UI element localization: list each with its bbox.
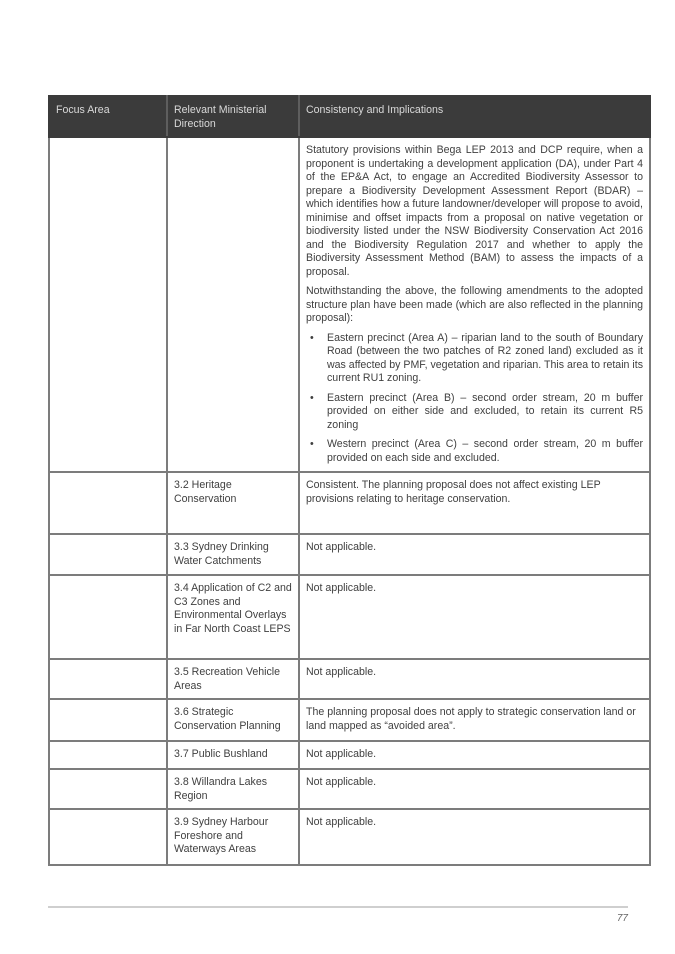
amendments-intro-paragraph: Notwithstanding the above, the following amendments to the adopted structure plan have been made (which are also reflected in the planning proposal): <box>306 285 643 324</box>
table-row <box>49 769 650 809</box>
focus-area-cell <box>49 741 167 769</box>
consistency-cell: The planning proposal does not apply to strategic conservation land or land mapped as “avoided area”. <box>299 699 650 741</box>
direction-cell: 3.5 Recreation Vehicle Areas <box>167 659 299 699</box>
table-row <box>49 534 650 575</box>
table-row <box>49 809 650 865</box>
focus-area-cell <box>49 472 167 534</box>
focus-area-cell <box>49 809 167 865</box>
consistency-cell: Not applicable. <box>299 575 650 659</box>
consistency-cell <box>299 137 650 472</box>
list-item <box>306 438 643 465</box>
list-item <box>306 332 643 386</box>
focus-area-cell <box>49 137 167 472</box>
list-item-text: Western precinct (Area C) – second order stream, 20 m buffer provided on each side and excluded. <box>327 438 643 464</box>
list-item <box>306 392 643 433</box>
focus-area-cell <box>49 659 167 699</box>
list-item-text: Eastern precinct (Area A) – riparian land to the south of Boundary Road (between the two patches of R2 zoned land) excluded as it was affected by PMF, vegetation and riparian. This area to retain its current RU1 zoning. <box>327 331 643 384</box>
bullet-icon: • <box>310 331 314 344</box>
direction-cell: 3.2 Heritage Conservation <box>167 472 299 534</box>
direction-cell: 3.3 Sydney Drinking Water Catchments <box>167 534 299 575</box>
table-row <box>49 741 650 769</box>
table-row <box>49 699 650 741</box>
page-number: 77 <box>616 913 628 924</box>
focus-area-cell <box>49 534 167 575</box>
consistency-cell: Consistent. The planning proposal does not affect existing LEP provisions relating to heritage conservation. <box>299 472 650 534</box>
focus-area-cell <box>49 699 167 741</box>
list-item-text: Eastern precinct (Area B) – second order stream, 20 m buffer provided on either side and excluded, to retain its current R5 zoning <box>327 391 643 431</box>
consistency-cell: Not applicable. <box>299 769 650 809</box>
focus-area-cell <box>49 575 167 659</box>
header-ministerial-direction: Relevant Ministerial Direction <box>167 96 299 137</box>
consistency-cell: Not applicable. <box>299 741 650 769</box>
table-header-row <box>49 96 650 137</box>
bullet-icon: • <box>310 391 314 404</box>
bullet-icon: • <box>310 438 314 450</box>
direction-cell: 3.7 Public Bushland <box>167 741 299 769</box>
header-consistency: Consistency and Implications <box>299 96 650 137</box>
consistency-cell: Not applicable. <box>299 809 650 865</box>
focus-area-cell <box>49 769 167 809</box>
table-row <box>49 137 650 472</box>
table-row <box>49 575 650 659</box>
amendments-list <box>306 332 643 466</box>
direction-cell <box>167 137 299 472</box>
biodiversity-paragraph: Statutory provisions within Bega LEP 2013 and DCP require, when a proponent is undertaking a development application (DA), under Part 4 of the EP&A Act, to engage an Accredited Biodiversity Assessor to prepare a Biodiversity Development Assessment Report (BDAR) – which identifies how a future landowner/developer will propose to avoid, minimise and offset impacts from a proposal on native vegetation or biodiversity listed under the NSW Biodiversity Conservation Act 2016 and the Biodiversity Regulation 2017 and whether to apply the Biodiversity Assessment Method (BAM) to assess the impacts of a proposal. <box>306 144 643 278</box>
table-row <box>49 659 650 699</box>
consistency-cell: Not applicable. <box>299 659 650 699</box>
direction-cell: 3.8 Willandra Lakes Region <box>167 769 299 809</box>
footer-divider <box>48 906 628 908</box>
direction-cell: 3.4 Application of C2 and C3 Zones and Environmental Overlays in Far North Coast LEPS <box>167 575 299 659</box>
header-focus-area: Focus Area <box>49 96 167 137</box>
direction-cell: 3.6 Strategic Conservation Planning <box>167 699 299 741</box>
table-row <box>49 472 650 534</box>
consistency-table <box>48 95 651 866</box>
consistency-cell: Not applicable. <box>299 534 650 575</box>
direction-cell: 3.9 Sydney Harbour Foreshore and Waterways Areas <box>167 809 299 865</box>
